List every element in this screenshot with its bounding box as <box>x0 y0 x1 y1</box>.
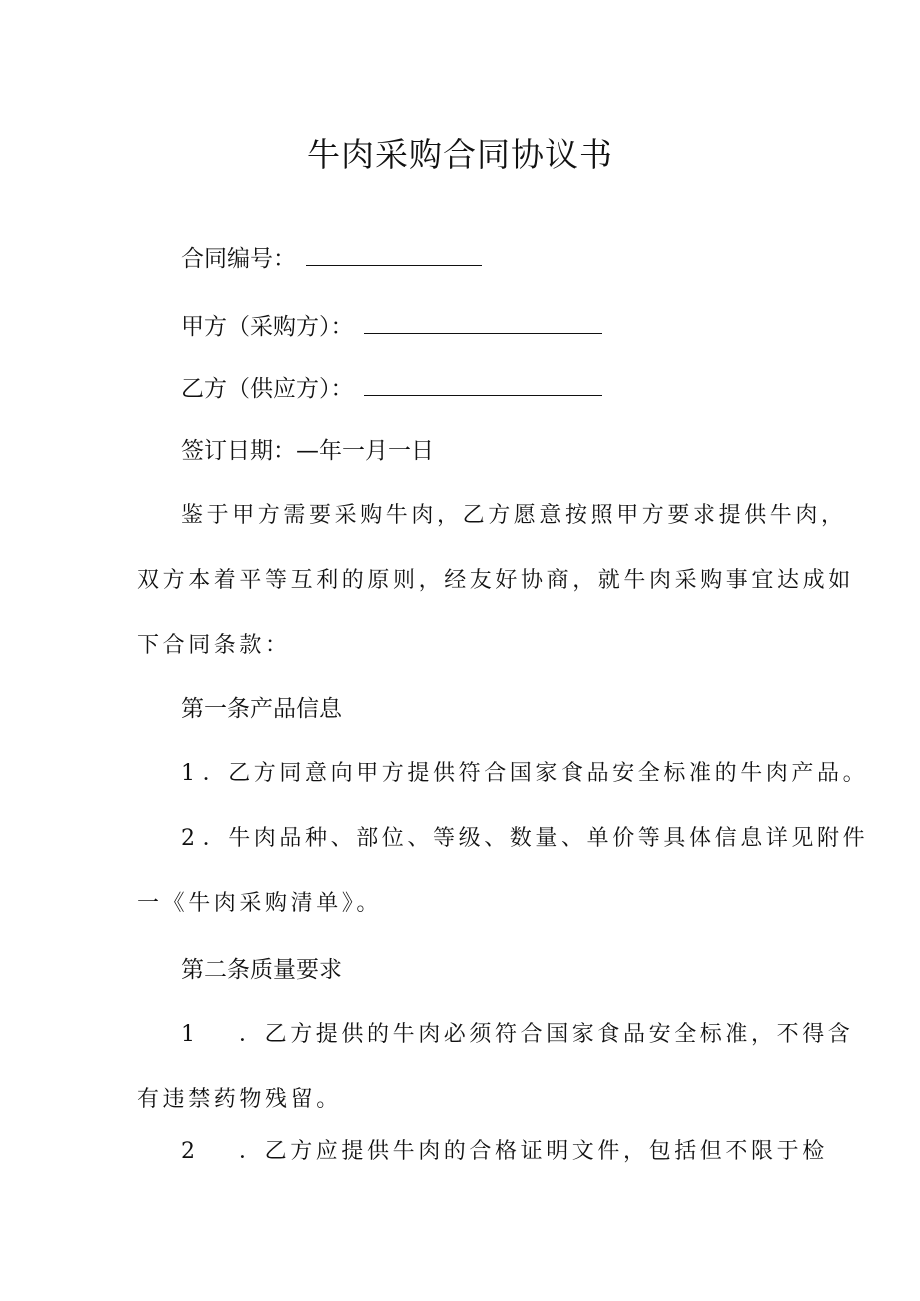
contract-number-field <box>181 243 482 274</box>
item-number: 1 <box>181 761 199 786</box>
party-b-label: 乙方（供应方）： <box>181 376 354 402</box>
section-2-item-1-cont: 有违禁药物残留。 <box>137 1087 342 1112</box>
preamble-line-3: 下合同条款： <box>137 633 291 658</box>
contract-number-label: 合同编号： <box>181 246 296 272</box>
signing-date-label: 签订日期：—年一月一日 <box>181 438 434 464</box>
item-number: 1 <box>181 1022 199 1047</box>
contract-number-blank[interactable] <box>306 243 482 266</box>
section-2-item-2 <box>181 1137 828 1167</box>
preamble-line-1: 鉴于甲方需要采购牛肉，乙方愿意按照甲方要求提供牛肉， <box>181 503 847 528</box>
section-2-item-1 <box>181 1020 853 1050</box>
section-1-item-2-cont: 一《牛肉采购清单》。 <box>137 891 383 916</box>
item-text: ．乙方提供的牛肉必须符合国家食品安全标准，不得含 <box>239 1022 854 1047</box>
section-1-item-1 <box>181 759 868 789</box>
signing-date-field <box>181 436 434 466</box>
party-a-blank[interactable] <box>364 311 602 334</box>
party-a-field <box>181 311 602 342</box>
item-number: 2 <box>181 1139 199 1164</box>
item-text: ．牛肉品种、部位、等级、数量、单价等具体信息详见附件 <box>202 826 869 851</box>
section-1-item-2 <box>181 824 868 854</box>
party-b-field <box>181 373 602 404</box>
section-1-heading: 第一条产品信息 <box>181 696 342 722</box>
item-text: ．乙方应提供牛肉的合格证明文件，包括但不限于检 <box>239 1139 828 1164</box>
section-2-heading: 第二条质量要求 <box>181 957 342 983</box>
item-number: 2 <box>181 826 199 851</box>
party-a-label: 甲方（采购方）： <box>181 314 354 340</box>
preamble-line-2: 双方本着平等互利的原则，经友好协商，就牛肉采购事宜达成如 <box>137 568 854 593</box>
item-text: ．乙方同意向甲方提供符合国家食品安全标准的牛肉产品。 <box>202 761 869 786</box>
page-title: 牛肉采购合同协议书 <box>307 135 613 174</box>
party-b-blank[interactable] <box>364 373 602 396</box>
